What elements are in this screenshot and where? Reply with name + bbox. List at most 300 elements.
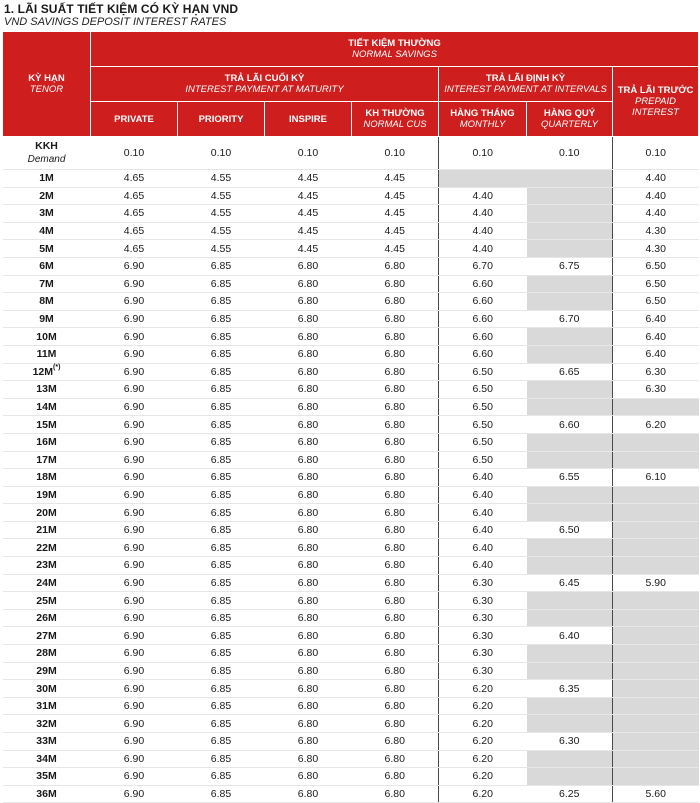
monthly-en: MONTHLY — [459, 119, 506, 130]
tenor-cell — [3, 504, 91, 522]
private-rate-cell: 6.90 — [91, 328, 178, 346]
inspire-rate-cell: 6.80 — [265, 733, 352, 751]
priority-rate-cell: 6.85 — [178, 451, 265, 469]
priority-rate-cell: 6.85 — [178, 645, 265, 663]
private-rate-cell: 6.90 — [91, 345, 178, 363]
normal-rate-cell: 6.80 — [352, 697, 439, 715]
inspire-rate-cell: 6.80 — [265, 433, 352, 451]
tenor-label: 6M — [39, 260, 54, 273]
tenor-cell — [3, 469, 91, 487]
inspire-rate-cell: 6.80 — [265, 451, 352, 469]
quarterly-en: QUARTERLY — [540, 119, 599, 130]
tenor-label: 11M — [36, 348, 57, 361]
monthly-rate-cell: 6.20 — [439, 750, 527, 768]
prepaid-rate-cell: 6.30 — [613, 381, 699, 399]
monthly-rate-cell: 6.50 — [439, 363, 527, 381]
quarterly-rate-cell — [527, 609, 613, 627]
table-row — [3, 697, 699, 715]
prepaid-rate-cell — [613, 433, 699, 451]
private-rate-cell: 6.90 — [91, 416, 178, 434]
tenor-header-vi: KỲ HẠN — [28, 73, 65, 84]
tenor-cell — [3, 627, 91, 645]
inspire-rate-cell: 6.80 — [265, 345, 352, 363]
priority-rate-cell: 6.85 — [178, 539, 265, 557]
monthly-rate-cell: 6.20 — [439, 768, 527, 786]
inspire-rate-cell: 6.80 — [265, 785, 352, 803]
normal-rate-cell: 6.80 — [352, 645, 439, 663]
intervals-header-vi: TRẢ LÃI ĐỊNH KỲ — [485, 73, 566, 84]
private-rate-cell: 6.90 — [91, 398, 178, 416]
private-rate-cell: 6.90 — [91, 662, 178, 680]
tenor-cell — [3, 609, 91, 627]
normal-rate-cell: 6.80 — [352, 451, 439, 469]
priority-rate-cell: 4.55 — [178, 205, 265, 223]
normal-rate-cell: 6.80 — [352, 733, 439, 751]
table-row — [3, 416, 699, 434]
quarterly-header — [527, 102, 613, 137]
quarterly-rate-cell: 6.70 — [527, 310, 613, 328]
tenor-label: 31M — [36, 700, 57, 713]
maturity-header-en: INTEREST PAYMENT AT MATURITY — [185, 84, 344, 95]
normal-rate-cell: 6.80 — [352, 680, 439, 698]
monthly-rate-cell: 4.40 — [439, 222, 527, 240]
inspire-rate-cell: 6.80 — [265, 486, 352, 504]
quarterly-vi: HÀNG QUÝ — [543, 108, 596, 119]
monthly-rate-cell: 6.40 — [439, 504, 527, 522]
normal-rate-cell: 4.45 — [352, 240, 439, 258]
monthly-rate-cell: 6.30 — [439, 609, 527, 627]
normal-rate-cell: 6.80 — [352, 785, 439, 803]
table-row — [3, 715, 699, 733]
tenor-cell — [3, 486, 91, 504]
table-row — [3, 574, 699, 592]
tenor-label: 25M — [36, 594, 57, 607]
table-row — [3, 187, 699, 205]
table-row — [3, 328, 699, 346]
priority-rate-cell: 6.85 — [178, 662, 265, 680]
private-rate-cell: 4.65 — [91, 222, 178, 240]
monthly-rate-cell: 6.60 — [439, 293, 527, 311]
normal-rate-cell: 6.80 — [352, 345, 439, 363]
intervals-header — [439, 67, 613, 102]
prepaid-rate-cell — [613, 645, 699, 663]
private-rate-cell: 6.90 — [91, 627, 178, 645]
priority-rate-cell: 6.85 — [178, 416, 265, 434]
tenor-label: 36M — [36, 788, 57, 801]
monthly-vi: HÀNG THÁNG — [450, 108, 515, 119]
priority-rate-cell: 6.85 — [178, 486, 265, 504]
priority-rate-cell: 6.85 — [178, 785, 265, 803]
inspire-rate-cell: 6.80 — [265, 645, 352, 663]
normal-rate-cell: 6.80 — [352, 539, 439, 557]
inspire-rate-cell: 4.45 — [265, 205, 352, 223]
tenor-label: 20M — [36, 506, 57, 519]
quarterly-rate-cell — [527, 697, 613, 715]
monthly-rate-cell: 4.40 — [439, 205, 527, 223]
quarterly-rate-cell: 6.50 — [527, 521, 613, 539]
private-rate-cell: 6.90 — [91, 486, 178, 504]
table-row — [3, 557, 699, 575]
inspire-rate-cell: 6.80 — [265, 574, 352, 592]
inspire-rate-cell: 6.80 — [265, 557, 352, 575]
private-rate-cell: 0.10 — [91, 137, 178, 170]
tenor-label: 8M — [39, 295, 54, 308]
prepaid-header-vi: TRẢ LÃI TRƯỚC — [617, 85, 694, 96]
normal-rate-cell: 6.80 — [352, 381, 439, 399]
tenor-cell — [3, 363, 91, 381]
quarterly-rate-cell — [527, 433, 613, 451]
quarterly-rate-cell — [527, 486, 613, 504]
tenor-label: 7M — [39, 277, 54, 290]
tenor-cell — [3, 539, 91, 557]
table-row — [3, 205, 699, 223]
inspire-rate-cell: 6.80 — [265, 275, 352, 293]
private-rate-cell: 6.90 — [91, 697, 178, 715]
quarterly-rate-cell — [527, 768, 613, 786]
demand-tenor-vi: KKH — [35, 140, 58, 152]
quarterly-rate-cell — [527, 170, 613, 188]
table-row — [3, 240, 699, 258]
private-rate-cell: 6.90 — [91, 381, 178, 399]
quarterly-rate-cell: 6.35 — [527, 680, 613, 698]
private-rate-cell: 6.90 — [91, 504, 178, 522]
monthly-rate-cell: 6.20 — [439, 697, 527, 715]
tenor-cell — [3, 733, 91, 751]
quarterly-rate-cell: 6.55 — [527, 469, 613, 487]
private-rate-cell: 6.90 — [91, 293, 178, 311]
monthly-rate-cell: 6.30 — [439, 574, 527, 592]
inspire-rate-cell: 6.80 — [265, 469, 352, 487]
tenor-label: 29M — [36, 664, 57, 677]
tenor-label: 23M — [36, 559, 57, 572]
normal-rate-cell: 6.80 — [352, 486, 439, 504]
monthly-rate-cell: 6.50 — [439, 433, 527, 451]
prepaid-rate-cell: 4.40 — [613, 187, 699, 205]
private-rate-cell: 6.90 — [91, 645, 178, 663]
private-rate-cell: 4.65 — [91, 240, 178, 258]
normal-rate-cell: 4.45 — [352, 222, 439, 240]
table-row — [3, 504, 699, 522]
private-rate-cell: 6.90 — [91, 275, 178, 293]
table-row — [3, 592, 699, 610]
private-header: PRIVATE — [91, 102, 178, 137]
table-row — [3, 539, 699, 557]
tenor-label: 22M — [36, 541, 57, 554]
priority-rate-cell: 6.85 — [178, 345, 265, 363]
inspire-rate-cell: 6.80 — [265, 715, 352, 733]
monthly-rate-cell: 6.20 — [439, 715, 527, 733]
monthly-rate-cell: 6.50 — [439, 451, 527, 469]
normal-rate-cell: 6.80 — [352, 433, 439, 451]
quarterly-rate-cell — [527, 381, 613, 399]
table-row — [3, 433, 699, 451]
prepaid-rate-cell — [613, 398, 699, 416]
monthly-rate-cell: 6.30 — [439, 645, 527, 663]
inspire-rate-cell: 4.45 — [265, 222, 352, 240]
private-rate-cell: 6.90 — [91, 785, 178, 803]
normal-rate-cell: 6.80 — [352, 504, 439, 522]
prepaid-rate-cell: 4.40 — [613, 205, 699, 223]
table-row — [3, 785, 699, 803]
monthly-rate-cell: 6.30 — [439, 662, 527, 680]
normal-rate-cell: 6.80 — [352, 257, 439, 275]
tenor-label: 24M — [36, 576, 57, 589]
tenor-label: 18M — [36, 471, 57, 484]
inspire-rate-cell: 6.80 — [265, 293, 352, 311]
priority-rate-cell: 6.85 — [178, 609, 265, 627]
tenor-label: 28M — [36, 647, 57, 660]
quarterly-rate-cell — [527, 293, 613, 311]
table-row — [3, 733, 699, 751]
quarterly-rate-cell — [527, 557, 613, 575]
monthly-rate-cell: 6.40 — [439, 486, 527, 504]
monthly-rate-cell: 6.60 — [439, 345, 527, 363]
prepaid-rate-cell: 5.60 — [613, 785, 699, 803]
inspire-rate-cell: 6.80 — [265, 609, 352, 627]
tenor-cell — [3, 680, 91, 698]
tenor-cell — [3, 310, 91, 328]
tenor-cell — [3, 345, 91, 363]
prepaid-rate-cell — [613, 715, 699, 733]
tenor-cell — [3, 257, 91, 275]
tenor-label: 2M — [39, 189, 54, 202]
normal-rate-cell: 6.80 — [352, 768, 439, 786]
normal-rate-cell: 6.80 — [352, 310, 439, 328]
tenor-cell — [3, 715, 91, 733]
normal-cus-vi: KH THƯỜNG — [365, 108, 425, 119]
prepaid-header-en: PREPAID INTEREST — [632, 96, 679, 118]
tenor-label: 34M — [36, 752, 57, 765]
inspire-rate-cell: 6.80 — [265, 662, 352, 680]
tenor-cell — [3, 433, 91, 451]
prepaid-rate-cell — [613, 592, 699, 610]
private-rate-cell: 6.90 — [91, 680, 178, 698]
quarterly-rate-cell — [527, 451, 613, 469]
prepaid-rate-cell: 6.50 — [613, 257, 699, 275]
quarterly-rate-cell — [527, 328, 613, 346]
normal-rate-cell: 6.80 — [352, 627, 439, 645]
inspire-rate-cell: 6.80 — [265, 363, 352, 381]
normal-cus-en: NORMAL CUS — [363, 119, 427, 130]
table-row — [3, 451, 699, 469]
prepaid-rate-cell: 6.30 — [613, 363, 699, 381]
table-row — [3, 486, 699, 504]
tenor-cell — [3, 768, 91, 786]
tenor-label: 1M — [39, 172, 54, 185]
inspire-rate-cell: 6.80 — [265, 627, 352, 645]
normal-rate-cell: 6.80 — [352, 469, 439, 487]
quarterly-rate-cell: 6.60 — [527, 416, 613, 434]
tenor-cell — [3, 137, 91, 170]
tenor-cell — [3, 416, 91, 434]
quarterly-rate-cell — [527, 205, 613, 223]
priority-rate-cell: 6.85 — [178, 293, 265, 311]
normal-savings-header — [91, 32, 699, 67]
prepaid-rate-cell — [613, 627, 699, 645]
monthly-rate-cell: 6.60 — [439, 328, 527, 346]
inspire-rate-cell: 6.80 — [265, 768, 352, 786]
monthly-rate-cell: 6.30 — [439, 592, 527, 610]
inspire-rate-cell: 6.80 — [265, 592, 352, 610]
prepaid-rate-cell — [613, 504, 699, 522]
private-rate-cell: 6.90 — [91, 733, 178, 751]
maturity-header — [91, 67, 439, 102]
prepaid-rate-cell — [613, 521, 699, 539]
private-rate-cell: 4.65 — [91, 205, 178, 223]
table-row — [3, 627, 699, 645]
monthly-rate-cell: 4.40 — [439, 187, 527, 205]
prepaid-rate-cell — [613, 733, 699, 751]
tenor-label: 14M — [36, 401, 57, 414]
monthly-rate-cell: 0.10 — [439, 137, 527, 170]
monthly-rate-cell: 4.40 — [439, 240, 527, 258]
private-rate-cell: 6.90 — [91, 539, 178, 557]
inspire-rate-cell: 6.80 — [265, 680, 352, 698]
monthly-rate-cell: 6.60 — [439, 310, 527, 328]
monthly-rate-cell: 6.50 — [439, 398, 527, 416]
table-row — [3, 768, 699, 786]
prepaid-rate-cell: 6.40 — [613, 328, 699, 346]
inspire-rate-cell: 6.80 — [265, 521, 352, 539]
tenor-cell — [3, 592, 91, 610]
tenor-label: 21M — [36, 524, 57, 537]
quarterly-rate-cell — [527, 275, 613, 293]
prepaid-rate-cell: 6.40 — [613, 310, 699, 328]
private-rate-cell: 6.90 — [91, 557, 178, 575]
table-row — [3, 275, 699, 293]
inspire-rate-cell: 6.80 — [265, 328, 352, 346]
table-row — [3, 170, 699, 188]
monthly-rate-cell — [439, 170, 527, 188]
priority-rate-cell: 6.85 — [178, 557, 265, 575]
monthly-rate-cell: 6.40 — [439, 539, 527, 557]
quarterly-rate-cell — [527, 222, 613, 240]
inspire-rate-cell: 4.45 — [265, 240, 352, 258]
inspire-rate-cell: 6.80 — [265, 257, 352, 275]
prepaid-rate-cell — [613, 768, 699, 786]
priority-rate-cell: 4.55 — [178, 170, 265, 188]
prepaid-rate-cell — [613, 750, 699, 768]
priority-rate-cell: 4.55 — [178, 187, 265, 205]
tenor-cell — [3, 293, 91, 311]
prepaid-rate-cell — [613, 451, 699, 469]
table-row — [3, 398, 699, 416]
tenor-label: 35M — [36, 770, 57, 783]
normal-rate-cell: 6.80 — [352, 521, 439, 539]
prepaid-rate-cell: 6.50 — [613, 293, 699, 311]
prepaid-rate-cell: 6.20 — [613, 416, 699, 434]
tenor-label: 10M — [36, 330, 57, 343]
private-rate-cell: 6.90 — [91, 433, 178, 451]
tenor-cell — [3, 275, 91, 293]
private-rate-cell: 6.90 — [91, 451, 178, 469]
normal-savings-en: NORMAL SAVINGS — [352, 49, 437, 60]
normal-rate-cell: 6.80 — [352, 363, 439, 381]
normal-rate-cell: 6.80 — [352, 715, 439, 733]
private-rate-cell: 6.90 — [91, 310, 178, 328]
prepaid-rate-cell — [613, 557, 699, 575]
table-row — [3, 222, 699, 240]
prepaid-rate-cell — [613, 662, 699, 680]
tenor-cell — [3, 170, 91, 188]
priority-rate-cell: 6.85 — [178, 733, 265, 751]
quarterly-rate-cell: 6.45 — [527, 574, 613, 592]
tenor-cell — [3, 574, 91, 592]
private-rate-cell: 4.65 — [91, 187, 178, 205]
normal-rate-cell: 6.80 — [352, 609, 439, 627]
quarterly-rate-cell — [527, 187, 613, 205]
prepaid-rate-cell — [613, 539, 699, 557]
inspire-rate-cell: 6.80 — [265, 310, 352, 328]
private-rate-cell: 6.90 — [91, 257, 178, 275]
quarterly-rate-cell: 6.65 — [527, 363, 613, 381]
tenor-label: 26M — [36, 612, 57, 625]
normal-rate-cell: 6.80 — [352, 574, 439, 592]
quarterly-rate-cell — [527, 645, 613, 663]
inspire-rate-cell: 4.45 — [265, 187, 352, 205]
prepaid-rate-cell: 6.40 — [613, 345, 699, 363]
priority-rate-cell: 6.85 — [178, 257, 265, 275]
prepaid-rate-cell: 4.30 — [613, 240, 699, 258]
private-rate-cell: 6.90 — [91, 592, 178, 610]
tenor-label: 17M — [36, 453, 57, 466]
quarterly-rate-cell — [527, 345, 613, 363]
inspire-rate-cell: 0.10 — [265, 137, 352, 170]
tenor-cell — [3, 187, 91, 205]
tenor-cell — [3, 451, 91, 469]
table-row — [3, 310, 699, 328]
prepaid-rate-cell — [613, 609, 699, 627]
priority-rate-cell: 6.85 — [178, 398, 265, 416]
tenor-cell — [3, 328, 91, 346]
normal-rate-cell: 6.80 — [352, 557, 439, 575]
tenor-label: 13M — [36, 383, 57, 396]
monthly-rate-cell: 6.50 — [439, 416, 527, 434]
tenor-cell — [3, 205, 91, 223]
quarterly-rate-cell: 6.75 — [527, 257, 613, 275]
tenor-cell — [3, 750, 91, 768]
tenor-label: 32M — [36, 717, 57, 730]
tenor-label: 19M — [36, 488, 57, 501]
tenor-label: 16M — [36, 436, 57, 449]
priority-rate-cell: 6.85 — [178, 697, 265, 715]
table-row — [3, 293, 699, 311]
private-rate-cell: 6.90 — [91, 750, 178, 768]
private-rate-cell: 6.90 — [91, 521, 178, 539]
tenor-label: 12M — [32, 365, 54, 378]
quarterly-rate-cell — [527, 662, 613, 680]
table-row — [3, 645, 699, 663]
inspire-rate-cell: 6.80 — [265, 539, 352, 557]
priority-rate-cell: 6.85 — [178, 750, 265, 768]
tenor-header — [3, 32, 91, 137]
monthly-rate-cell: 6.20 — [439, 785, 527, 803]
normal-rate-cell: 6.80 — [352, 328, 439, 346]
section-title: 1. LÃI SUẤT TIẾT KIỆM CÓ KỲ HẠN VND — [4, 2, 239, 16]
prepaid-rate-cell — [613, 680, 699, 698]
rate-table-body — [3, 137, 699, 803]
priority-rate-cell: 6.85 — [178, 310, 265, 328]
normal-rate-cell: 4.45 — [352, 187, 439, 205]
quarterly-rate-cell: 6.25 — [527, 785, 613, 803]
quarterly-rate-cell — [527, 715, 613, 733]
tenor-cell — [3, 222, 91, 240]
priority-rate-cell: 6.85 — [178, 768, 265, 786]
tenor-label: 30M — [36, 682, 57, 695]
prepaid-rate-cell — [613, 697, 699, 715]
tenor-cell — [3, 240, 91, 258]
footnote-marker: (*) — [53, 363, 61, 371]
